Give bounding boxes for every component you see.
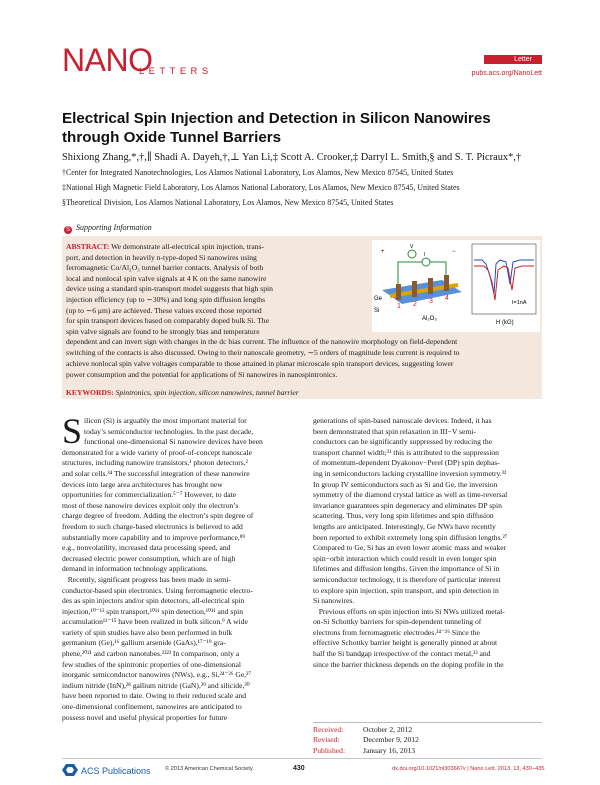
body-line: substantially more capability and to improve performance,⁸⁹	[62, 532, 246, 542]
toc-figure	[372, 240, 540, 332]
body-line: phene,²⁰²¹ and carbon nanotubes.²²²³ In comparison, only a	[62, 649, 240, 659]
article-type-badge: Letter	[484, 55, 542, 64]
publication-dates	[313, 725, 419, 756]
body-line: most of these nanowire devices exploit only the electron’s	[62, 500, 239, 510]
abstract-line: (up to ∼6 μm) are achieved. These values exceed those reported	[66, 305, 262, 315]
revised-date: December 9, 2012	[363, 735, 419, 745]
acs-logo-icon	[62, 764, 78, 776]
body-line: possess novel and useful physical properties for future	[62, 712, 228, 722]
current-label: I	[424, 252, 426, 258]
body-line: half the Si bandgap irrespective of the contact metal,³³ and	[313, 649, 491, 659]
body-line: accumulation¹³⁻¹⁵ have been realized in bulk silicon.⁹ A wide	[62, 617, 248, 627]
journal-url-link[interactable]: pubs.acs.org/NanoLett	[471, 70, 542, 77]
body-line: indium nitride (InN),²⁸ gallium nitride (GaN),²⁹ and silicide,³⁰	[62, 680, 250, 690]
received-label: Received:	[313, 725, 344, 734]
body-line: to explore spin injection, spin transport, and spin detection in	[313, 585, 499, 595]
current-source	[422, 258, 430, 266]
contact-label: 1	[397, 303, 401, 310]
abstract-line: We demonstrate all-electrical spin injection, trans-	[109, 242, 264, 251]
plot-xaxis-label: H (kG)	[496, 320, 514, 326]
copyright-notice: © 2013 American Chemical Society	[165, 766, 253, 772]
body-line: on-Si Schottky barriers for spin-dependent tunneling of	[313, 617, 482, 627]
body-line: since the barrier thickness depends on the doping profile in the	[313, 659, 504, 669]
abstract-narrow	[66, 242, 366, 337]
body-line: ilicon (Si) is arguably the most important material for	[84, 416, 247, 425]
plus-label: +	[381, 249, 385, 255]
keywords-label: KEYWORDS:	[66, 388, 114, 397]
affiliation-2: ‡National High Magnetic Field Laboratory, Los Alamos National Laboratory, Los Alamos, New Mexico 87545, United States	[62, 183, 460, 192]
abstract-line: spin valve signals are found to be strongly bias and temperature	[66, 326, 260, 336]
body-line: Recently, significant progress has been made in semi-	[62, 574, 231, 584]
body-line: been reported to exhibit extremely long spin diffusion lengths.²⁷	[313, 532, 508, 542]
revised-label: Revised:	[313, 735, 340, 745]
body-line: today’s semiconductor technologies. In the past decade,	[84, 426, 254, 436]
body-line: few studies of the spintronic properties of one-dimensional	[62, 659, 242, 669]
voltage-label: V	[410, 244, 414, 250]
dates-divider	[313, 722, 542, 723]
body-line: lengths are anticipated. Interestingly, Ge NWs have recently	[313, 521, 496, 531]
journal-header	[62, 40, 542, 80]
supporting-info-label: Supporting Information	[76, 223, 152, 232]
dropcap: S	[62, 411, 83, 451]
body-line: e.g., nonvolatility, increased data processing speed, and	[62, 543, 231, 553]
body-line: structures, including nanowire transistors,¹ photon detectors,²	[62, 458, 248, 468]
body-line: ing in semiconductors lacking crystalline inversion symmetry.³²	[313, 468, 507, 478]
body-line: decreased electric power consumption, which are of high	[62, 553, 236, 563]
minus-label: −	[452, 249, 456, 255]
journal-logo-subtitle: LETTERS	[139, 66, 213, 77]
body-line: opportunities for commercialization.⁵⁻⁷ However, to date	[62, 490, 237, 500]
abstract-line: port, and detection in heavily n-type-doped Si nanowires using	[66, 252, 257, 262]
published-label: Published:	[313, 745, 346, 755]
left-column	[62, 411, 294, 723]
abstract-label: ABSTRACT:	[66, 242, 110, 251]
body-line: symmetry of the diamond crystal lattice as well as time-reversal	[313, 490, 508, 500]
body-line: Compared to Ge, Si has an even lower atomic mass and weaker	[313, 543, 507, 553]
body-line: been demonstrated that spin relaxation in III−V semi-	[313, 426, 476, 436]
published-date: January 16, 2013	[363, 745, 416, 755]
abstract-line: power consumption and the potential for applications of Si nanowires in nanospintronics.	[66, 370, 338, 379]
body-line: functional one-dimensional Si nanowire devices have been	[84, 437, 263, 447]
body-line: freedom to such charge-based electronics is believed to add	[62, 521, 243, 531]
acs-publications-label: ACS Publications	[81, 766, 151, 776]
body-line: transport channel width;³¹ this is attributed to the suppression	[313, 447, 499, 457]
body-line: have been reported to date. Owing to their reduced scale and	[62, 691, 247, 701]
body-line: conductor-based spin electronics. Using ferromagnetic electro-	[62, 585, 253, 595]
body-line: charge degree of freedom. Adding the electron’s spin degree of	[62, 511, 254, 521]
body-line: of momentum-dependent Dyakonov−Perel (DP) spin dephas-	[313, 458, 500, 468]
contact-label: 2	[413, 301, 417, 308]
spin-valve-trace-up	[474, 260, 534, 294]
body-line: demonstrated for a wide variety of proof-of-concept nanoscale	[62, 447, 252, 457]
supporting-info-link[interactable]	[64, 223, 152, 234]
keywords	[66, 388, 299, 397]
contact-3	[428, 278, 433, 294]
abstract-line: ferromagnetic Co/Al₂O₃ tunnel barrier contacts. Analysis of both	[66, 263, 264, 273]
body-line: invariance guarantees spin degeneracy and eliminates DP spin	[313, 500, 502, 510]
body-line: injection,¹⁰⁻¹² spin transport,¹⁰¹¹ spin detection,¹⁰¹¹ and spin	[62, 606, 244, 616]
abstract-line: for spin transport devices based on comparably doped bulk Si. The	[66, 316, 269, 326]
doi-link[interactable]: dx.doi.org/10.1021/nl303667v | Nano Lett. 2013, 13, 430−435	[392, 766, 545, 772]
page-number: 430	[293, 765, 305, 772]
author-list: Shixiong Zhang,*,†,∥ Shadi A. Dayeh,†,⊥ Yan Li,‡ Scott A. Crooker,‡ Darryl L. Smith,§ and S. T. Picraux*,†	[62, 152, 522, 163]
body-line: one-dimensional confinement, nanowires are anticipated to	[62, 702, 242, 712]
contact-2	[412, 281, 417, 297]
ge-label: Ge	[374, 296, 383, 302]
body-line: demand in information technology applications.	[62, 564, 208, 574]
body-line: generations of spin-based nanoscale devices. Indeed, it has	[313, 416, 492, 425]
body-line: effective Schottky barrier height is generally pinned at about	[313, 638, 498, 648]
body-line: des as spin injectors and/or spin detectors, all-electrical spin	[62, 596, 245, 606]
contact-4	[444, 275, 449, 291]
affiliation-1: †Center for Integrated Nanotechnologies, Los Alamos National Laboratory, Los Alamos, New Mexico 87545, United States	[62, 168, 454, 177]
body-line: Si nanowires.	[313, 596, 355, 606]
abstract-line: injection efficiency (up to ∼30%) and long spin diffusion lengths	[66, 294, 266, 304]
contact-label: 4	[445, 295, 449, 302]
footer-divider	[62, 758, 542, 759]
body-line: variety of spin studies have also been performed in bulk	[62, 627, 233, 637]
body-line: conductors can be significantly suppressed by reducing the	[313, 437, 493, 447]
current-value-label: I=1nA	[512, 300, 527, 306]
supporting-info-icon: S	[65, 227, 70, 233]
received-date: October 2, 2012	[363, 725, 413, 734]
acs-publications-logo	[62, 764, 151, 776]
contact-label: 3	[429, 298, 433, 305]
voltmeter	[408, 250, 416, 258]
abstract-line: local and nonlocal spin valve signals at 4 K on the same nanowire	[66, 273, 267, 283]
si-label: Si	[374, 308, 380, 314]
abstract-line: achieve nonlocal spin valve voltages comparable to those attained in planar microscale spin transport devices, suggesting lower	[66, 359, 454, 368]
keywords-text: Spintronics, spin injection, silicon nanowires, tunnel barrier	[113, 388, 299, 397]
oxide-label: Al₂O₃	[422, 316, 437, 322]
abstract-line: dependent and can invert sign with changes in the dc bias current. The influence of the nanowire morphology on field-dependent	[66, 337, 458, 346]
abstract-line: switching of the contacts is also discussed. Owing to their nanoscale geometry, ∼5 orders of magnitude less current is required to	[66, 348, 460, 357]
body-line: devices into large area architectures has brought new	[62, 479, 223, 489]
body-line: germanium (Ge),¹⁶ gallium arsenide (GaAs),¹⁷⁻¹⁹ gra-	[62, 638, 226, 648]
paper-title: Electrical Spin Injection and Detection in Silicon Nanowires through Oxide Tunnel Barriers	[62, 110, 491, 146]
toc-graphic	[372, 240, 540, 332]
body-line: lifetimes and diffusion lengths. Given the importance of Si in	[313, 564, 500, 574]
body-line: In group IV semiconductors such as Si and Ge, the inversion	[313, 479, 498, 489]
contact-1	[396, 284, 401, 300]
body-line: Previous efforts on spin injection into Si NWs utilized metal-	[313, 606, 505, 616]
right-column	[313, 416, 542, 670]
body-line: and solar cells.³⁴ The successful integration of these nanowire	[62, 468, 250, 478]
abstract-line: device using a standard spin-transport model suggests that high spin	[66, 284, 273, 294]
body-line: spin−orbit interaction which could result in even longer spin	[313, 553, 497, 563]
affiliation-3: §Theoretical Division, Los Alamos National Laboratory, Los Alamos, New Mexico 87545, United States	[62, 198, 394, 207]
body-line: inorganic semiconductor nanowires (NWs), e.g., Si,²⁴⁻²⁶ Ge,²⁷	[62, 670, 252, 680]
body-line: semiconductor technology, it is therefore of particular interest	[313, 574, 501, 584]
body-line: scattering. Thus, very long spin lifetimes and spin diffusion	[313, 511, 494, 521]
spin-valve-trace-down	[474, 266, 534, 300]
body-line: electrons from ferromagnetic electrodes.²⁴⁻²⁶ Since the	[313, 627, 480, 637]
journal-logo: NANO	[62, 42, 153, 78]
